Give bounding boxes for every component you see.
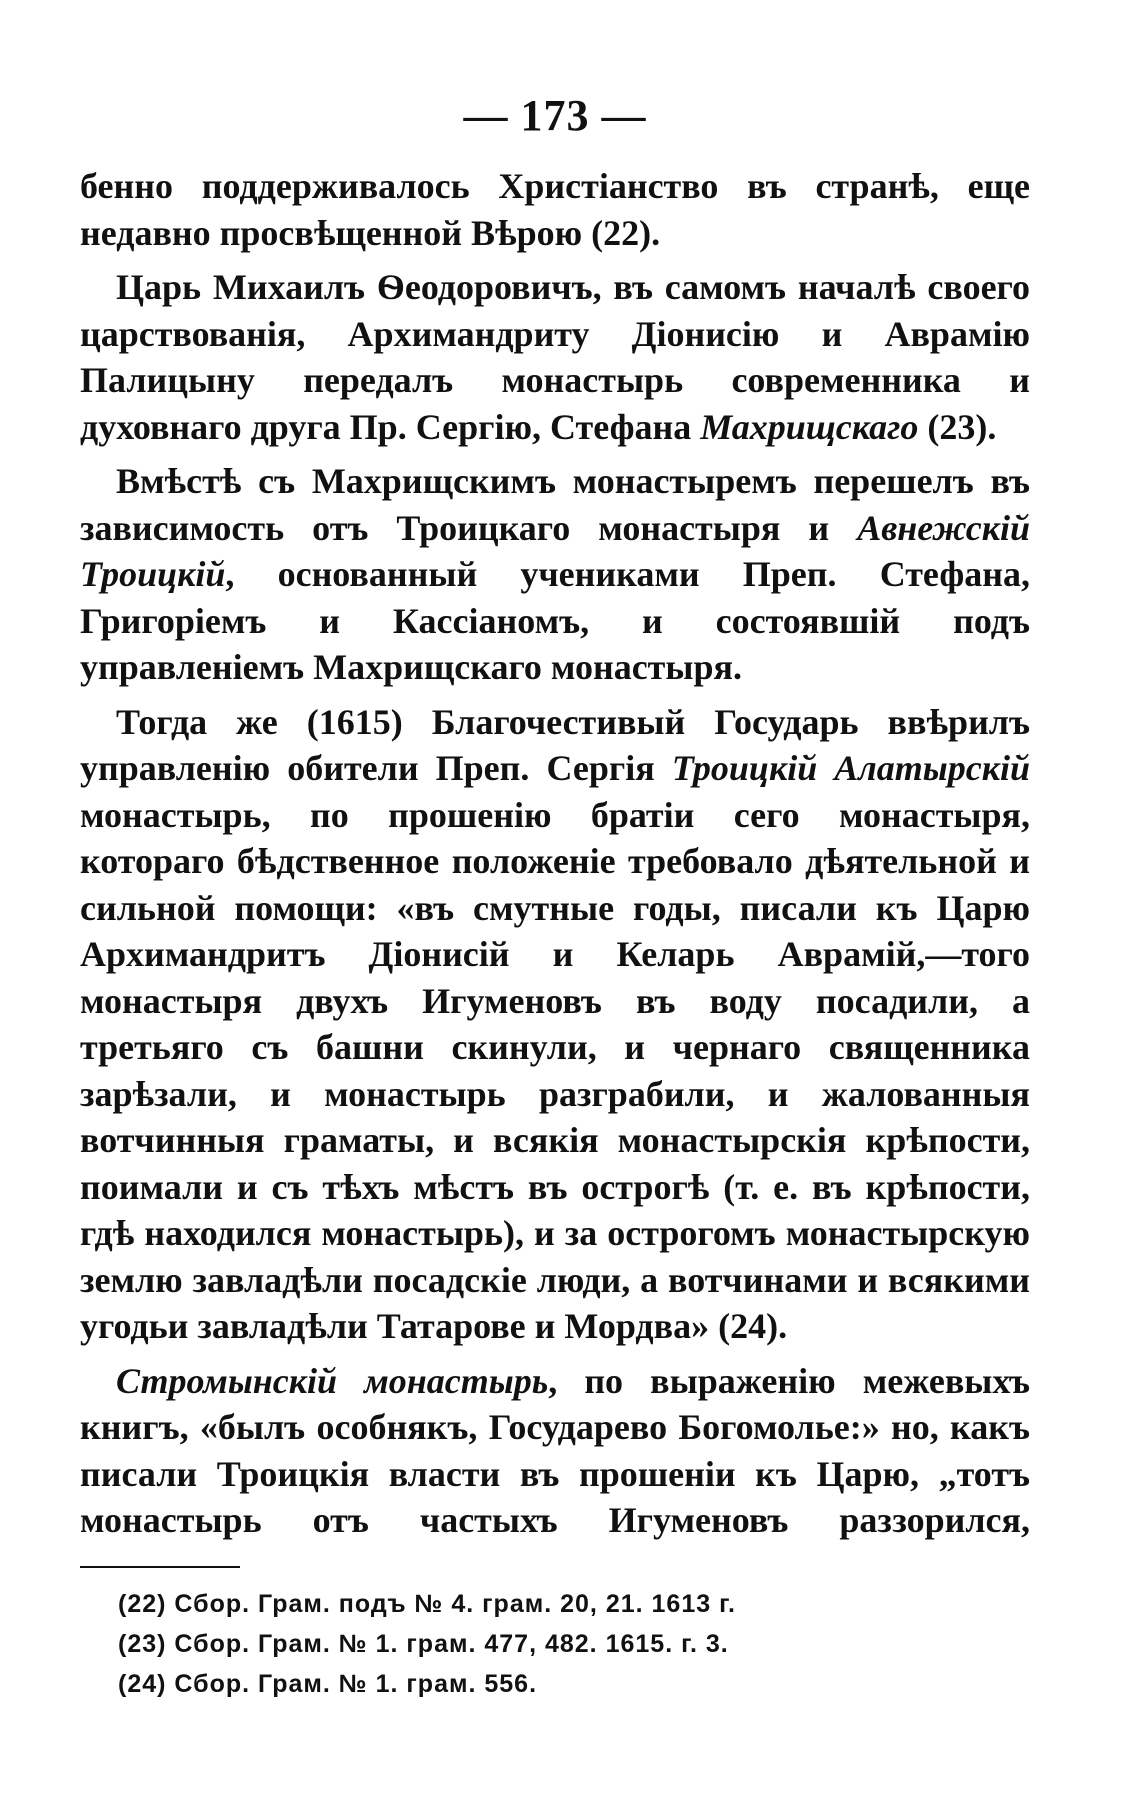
paragraph-makhrishchsky [80, 458, 1030, 691]
paragraph-alatyrsky [80, 699, 1030, 1350]
paragraph-text: Вмѣстѣ съ Махрищскимъ монастыремъ перешелъ въ зависимость отъ Троицкаго монастыря и [80, 461, 1030, 548]
italic-monastery-name: Троицкій Алатырскій [671, 748, 1031, 788]
paragraph-tsar-mikhail [80, 264, 1030, 450]
paragraph-text: монастырь, по прошенію братіи сего монастыря, котораго бѣдственное положеніе требовало дѣятельной и сильной помощи: «въ смутные годы, писали къ Царю Архимандритъ Діонисій и Келарь Аврамій,—того монастыря двухъ Игуменовъ въ воду посадили, а третьяго съ башни скинули, и чернаго священника зарѣзали, и монастырь разграбили, и жалованныя вотчинныя граматы, и всякія монастырскія крѣпости, поимали и съ тѣхъ мѣстъ въ острогѣ (т. е. въ крѣпости, гдѣ находился монастырь), и за острогомъ монастырскую землю завладѣли посадскіе люди, а вотчинами и всякими угодьи завладѣли Татарове и Мордва» (24). [80, 794, 1030, 1346]
paragraph-text: бенно поддерживалось Христіанство въ странѣ, еще недавно просвѣщенной Вѣрою (22). [80, 166, 1030, 253]
paragraph-text: , по выраженію межевыхъ книгъ, «былъ особнякъ, Государево Богомолье:» но, какъ писали Троицкія власти въ прошеніи къ Царю, „тотъ монастырь отъ частыхъ Игуменовъ раззорился, [80, 1360, 1030, 1540]
footnote-23: (23) Сбор. Грам. № 1. грам. 477, 482. 1615. г. 3. [118, 1629, 729, 1658]
paragraph-text: (23). [918, 406, 997, 447]
footnotes [80, 1584, 1030, 1704]
page-number: — 173 — [463, 91, 647, 140]
book-page [80, 90, 1030, 1704]
paragraph-continuation [80, 163, 1030, 256]
italic-monastery-name: Махрищскаго [700, 406, 919, 447]
paragraph-text: , основанный учениками Преп. Стефана, Григоріемъ и Кассіаномъ, и состоявшій подъ управленіемъ Махрищскаго монастыря. [80, 554, 1030, 687]
footnote-24: (24) Сбор. Грам. № 1. грам. 556. [118, 1669, 538, 1698]
italic-monastery-name: Авнежскій Троицкій [80, 507, 1030, 594]
footnote-divider [80, 1566, 240, 1568]
paragraph-stromynsky [80, 1358, 1030, 1544]
footnote-22: (22) Сбор. Грам. подъ № 4. грам. 20, 21. 1613 г. [118, 1589, 736, 1618]
paragraph-text: Царь Михаилъ Ѳеодоровичъ, въ самомъ началѣ своего царствованія, Архимандриту Діонисію и Аврамію Палицыну передалъ монастырь современника и духовнаго друга Пр. Сергію, Стефана [80, 267, 1030, 447]
paragraph-text: Тогда же (1615) Благочестивый Государь ввѣрилъ управленію обители Преп. Сергія [80, 701, 1030, 788]
italic-monastery-name: Стромынскій монастырь [116, 1360, 549, 1401]
